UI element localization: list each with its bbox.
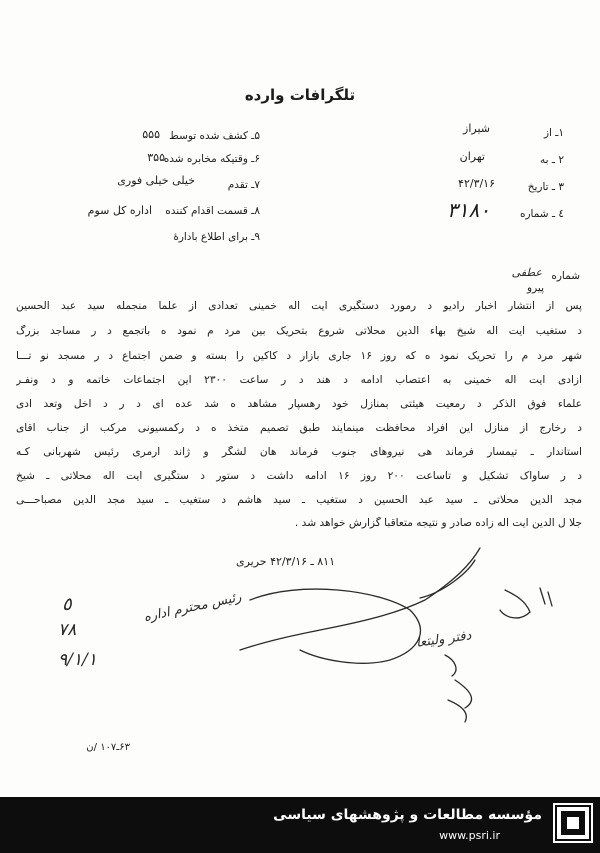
field-transmitted-value: ۳۵۵ [147,151,165,164]
field-info-label: ۹ـ برای اطلاع بادارۀ [173,231,260,243]
field-to-value: تهران [459,150,485,163]
field-transmitted-label: ۶ـ وقتیکه مخابره شده [163,153,260,165]
handwritten-mark-3: ۹/۱/۱ [58,650,97,670]
body-line-4: ازادی ایت اله خمینی به اعتصاب ادامه د هند د ر ساعت ۲۳۰۰ این اجتماعات خاتمه و د ونفـر [16,374,582,386]
footer-band [0,797,600,853]
document-title: تلگرافات وارده [244,86,356,104]
field-date-label: ۳ ـ تاریخ [527,181,564,193]
body-line-7: استاندار ـ تیمسار فرماند هی نیروهای جنوب فرماند هان لشگر و ژاند ارمری رئیس شهربانی کـه [16,446,582,458]
field-decoded-value: ۵۵۵ [142,128,160,141]
field-action-dept-label: ۸ـ قسمت اقدام کننده [165,205,260,217]
field-from-label: ۱ـ از [543,127,564,139]
field-number-label: ٤ ـ شماره [519,208,564,220]
body-line-8: د ر ساواک تشکیل و تاساعت ۲۰۰ روز ۱۶ ادامه داشت د ستور د ستگیری ایت اله محلاتی ـ شیخ [16,470,582,482]
institute-logo-icon [553,803,593,843]
margin-number-value: عطفی [511,266,542,279]
handwritten-mark-2: ۷۸ [58,620,77,640]
field-date-value: ۴۲/۳/۱۶ [458,177,495,190]
field-priority-value: خیلی خیلی فوری [117,174,195,187]
margin-reference-label: پیرو [527,282,544,294]
body-line-10: جلا ل الدین ایت اله زاده صادر و نتیجه متعاقبا گزارش خواهد شد . [294,517,582,529]
field-to-label: ۲ ـ به [540,154,564,166]
field-action-dept-value: اداره کل سوم [87,204,152,217]
body-line-2: د ستغیب ایت اله شیخ بهاء الدین محلاتی شروع بتحریک بین مرد م نمود ه باتجمع د ر مساجد بزرگ [16,325,582,337]
bottom-reference-code: ۶۳ـ۱۰۷ /ن [86,742,130,753]
field-number-value: ۳۱۸۰ [447,198,490,222]
field-priority-label: ۷ـ تقدم [227,179,260,191]
handwritten-note-middle: رئیس محترم اداره [142,589,243,626]
signature-line: ۸۱۱ ـ ۴۲/۳/۱۶ حریری [235,555,335,568]
body-line-9: مجد الدین محلاتی ـ سید عبد الحسین د ستغیب ـ سید هاشم د ستغیب ـ سید مجد الدین مصباحـــی [16,494,582,506]
body-line-3: شهر مرد م را تحریک نمود ه که روز ۱۶ جاری بازار د کاکین را بسته و ضمن اجتماع د ر مسجد نو تـــا [16,350,582,362]
body-line-1: پس از انتشار اخبار رادیو د رمورد دستگیری ایت اله خمینی تعدادی از علما منجمله سید عبد الحسین [16,300,582,312]
body-line-6: د رخارج از منازل این افراد محافظت مینمایند طبق تصمیم متخذ ه د رکمسیونی مرکب از جناب اقای [16,422,582,434]
handwritten-note-right: دفتر ولیتعا [415,628,473,651]
field-from-value: شیراز [463,122,490,135]
handwritten-mark-1: ٥ [62,594,72,615]
margin-number-label: شماره [551,270,580,282]
footer-url[interactable]: www.psri.ir [439,829,500,842]
body-line-5: علماء فوق الذکر د رمعیت هیئتی بمنازل خود رهسپار مشاهد ه شد عده ای د ر د اخل وتعد ادی [16,398,582,410]
field-decoded-label: ۵ـ کشف شده توسط [169,130,260,142]
footer-org-name: مؤسسه مطالعات و پژوهشهای سیاسی [273,807,542,823]
